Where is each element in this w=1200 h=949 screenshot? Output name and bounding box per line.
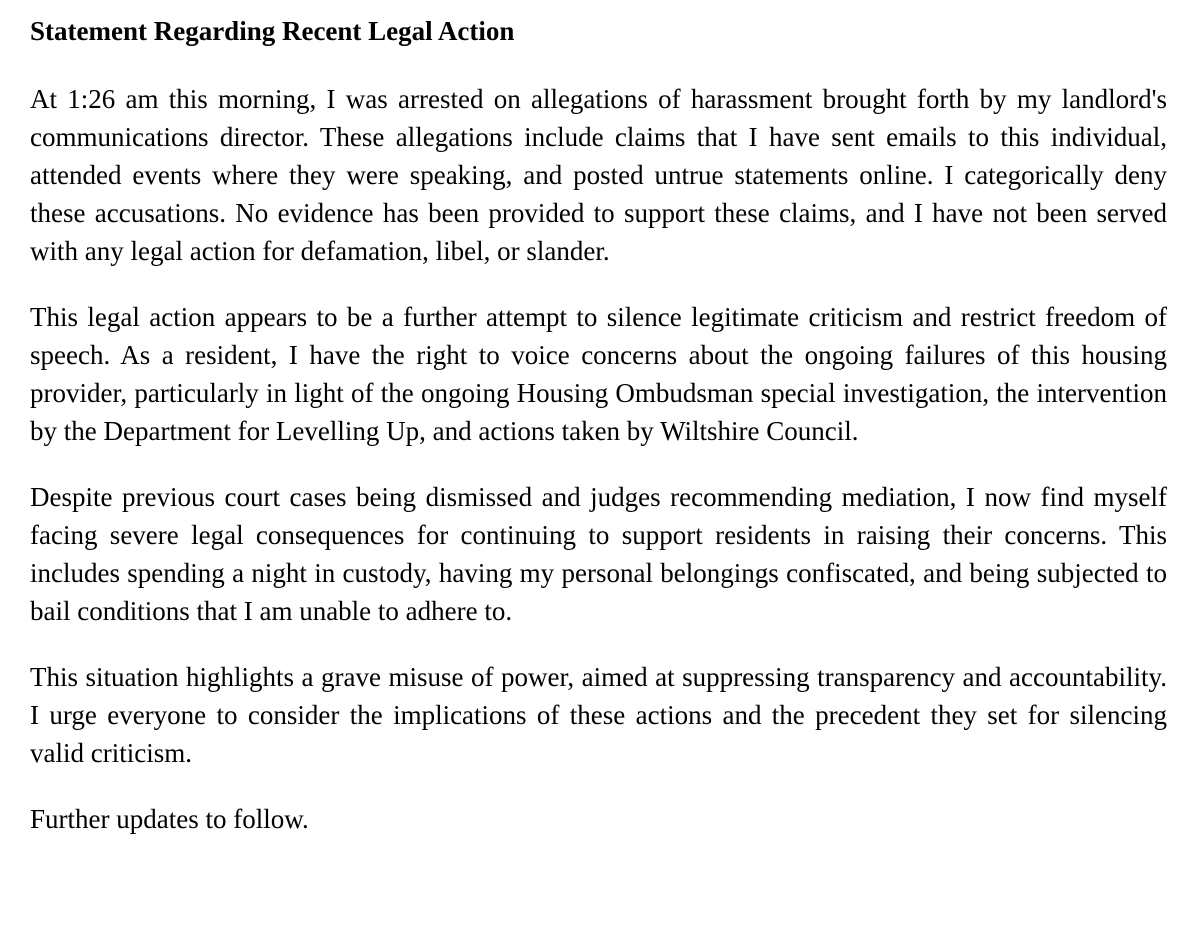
paragraph-misuse-of-power: This situation highlights a grave misuse of power, aimed at suppressing transparency and accountability. I urge everyone to consider the implications of these actions and the precedent they set for silencing valid criticism.	[30, 662, 1167, 768]
statement-document	[30, 12, 1167, 838]
paragraph-further-updates: Further updates to follow.	[30, 804, 309, 834]
paragraph-legal-consequences: Despite previous court cases being dismissed and judges recommending mediation, I now find myself facing severe legal consequences for continuing to support residents in raising their concerns. This includes spending a night in custody, having my personal belongings confiscated, and being subjected to bail conditions that I am unable to adhere to.	[30, 482, 1167, 626]
paragraph-arrest-details: At 1:26 am this morning, I was arrested on allegations of harassment brought forth by my landlord's communications director. These allegations include claims that I have sent emails to this individual, attended events where they were speaking, and posted untrue statements online. I categorically deny these accusations. No evidence has been provided to support these claims, and I have not been served with any legal action for defamation, libel, or slander.	[30, 84, 1167, 266]
paragraph-freedom-of-speech: This legal action appears to be a further attempt to silence legitimate criticism and restrict freedom of speech. As a resident, I have the right to voice concerns about the ongoing failures of this housing provider, particularly in light of the ongoing Housing Ombudsman special investigation, the intervention by the Department for Levelling Up, and actions taken by Wiltshire Council.	[30, 302, 1167, 446]
document-title: Statement Regarding Recent Legal Action	[30, 16, 515, 46]
